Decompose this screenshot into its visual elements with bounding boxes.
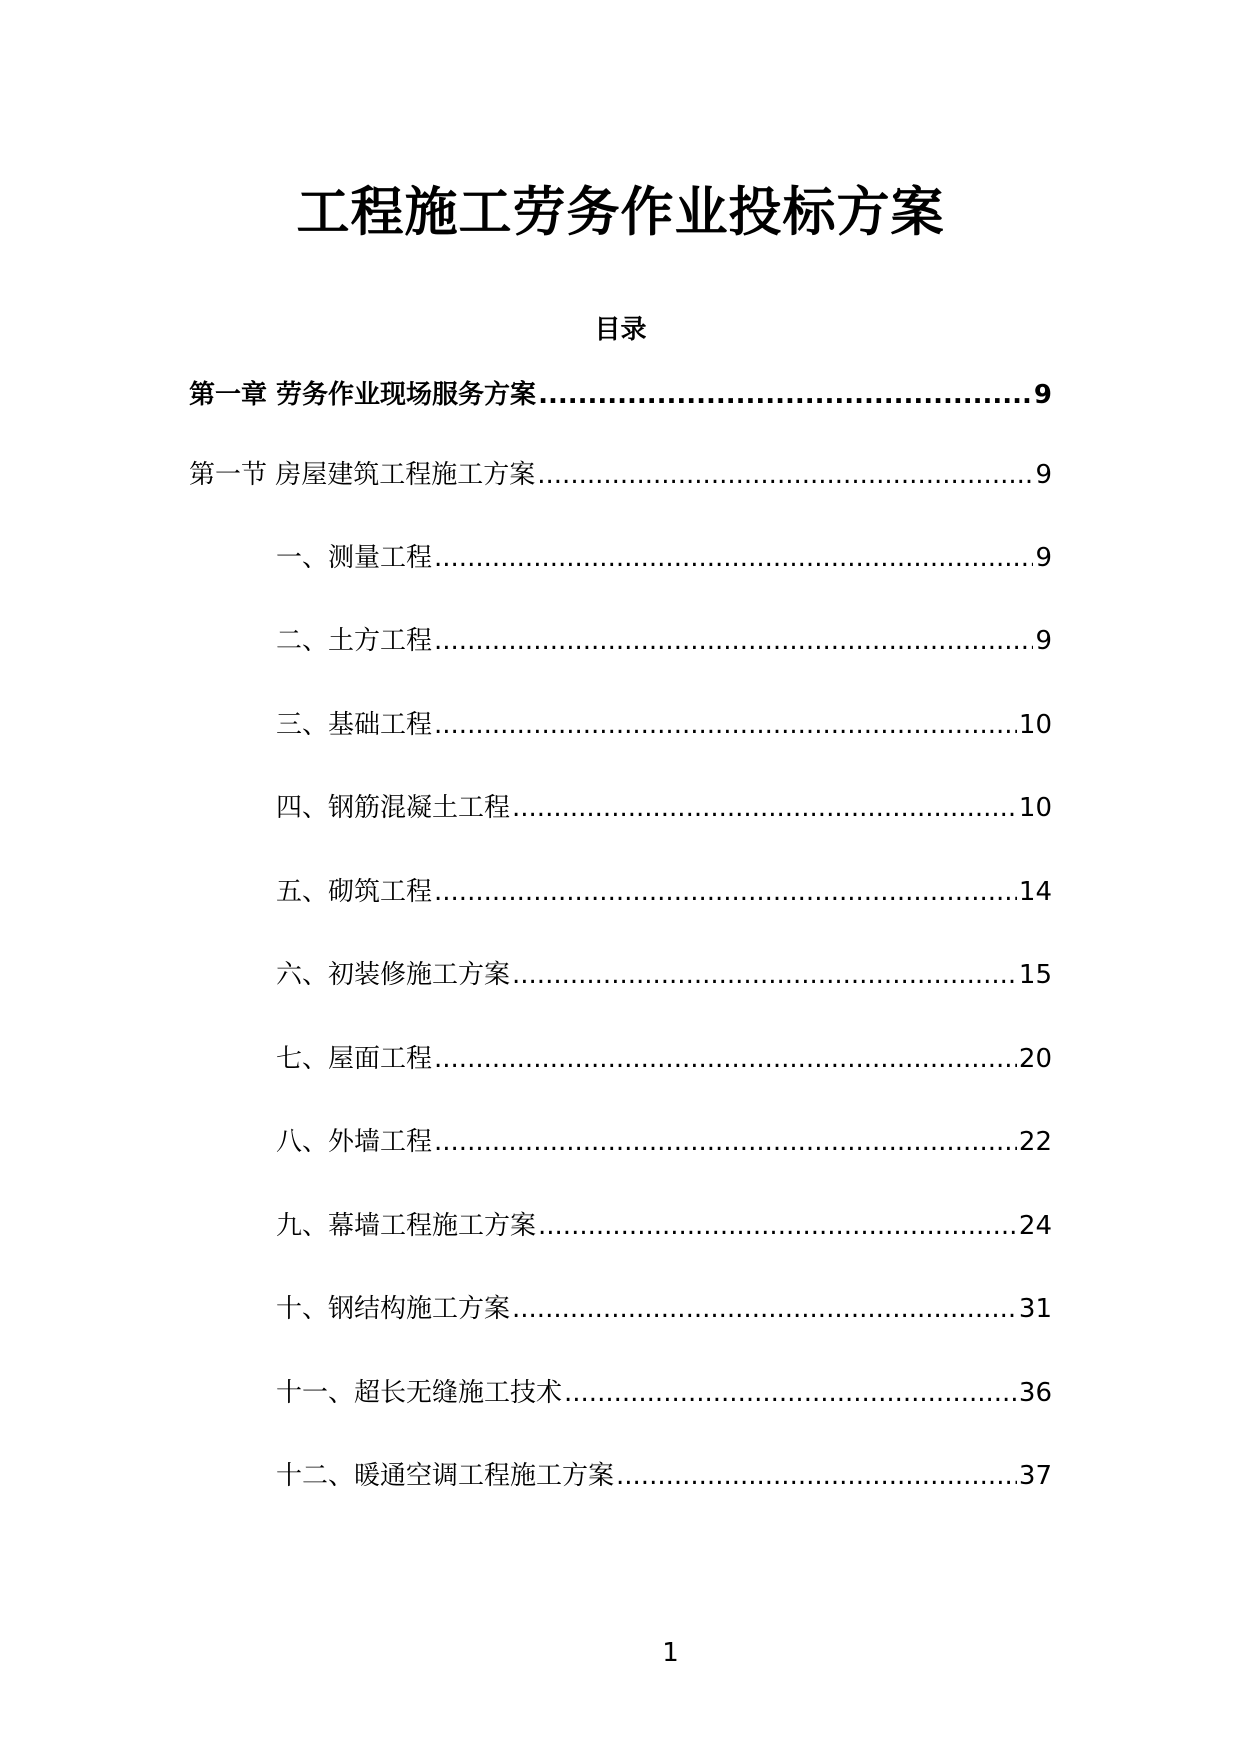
toc-entry-item[interactable] bbox=[276, 872, 1052, 912]
toc-entry-label: 九、幕墙工程施工方案 bbox=[276, 1211, 537, 1241]
toc-entry-label: 八、外墙工程 bbox=[276, 1127, 433, 1157]
toc-entry-section-1[interactable] bbox=[189, 455, 1052, 495]
toc-leader-dots bbox=[538, 375, 1032, 415]
toc-heading: 目录 bbox=[594, 315, 647, 345]
toc-leader-dots bbox=[564, 1373, 1017, 1413]
toc-entry-page: 9 bbox=[1035, 543, 1052, 573]
toc-leader-dots bbox=[434, 1039, 1017, 1079]
page-number: 1 bbox=[662, 1638, 679, 1668]
toc-entry-page: 36 bbox=[1018, 1378, 1052, 1408]
toc-entry-label: 十一、超长无缝施工技术 bbox=[276, 1378, 563, 1408]
toc-entry-item[interactable] bbox=[276, 621, 1052, 661]
toc-entry-page: 10 bbox=[1018, 710, 1052, 740]
toc-entry-item[interactable] bbox=[276, 955, 1052, 995]
toc-entry-label: 三、基础工程 bbox=[276, 710, 433, 740]
toc-entry-label: 七、屋面工程 bbox=[276, 1044, 433, 1074]
toc-leader-dots bbox=[434, 705, 1017, 745]
document-title: 工程施工劳务作业投标方案 bbox=[296, 182, 945, 243]
toc-entry-page: 9 bbox=[1033, 380, 1052, 410]
toc-leader-dots bbox=[537, 455, 1033, 495]
toc-entry-item[interactable] bbox=[276, 1373, 1052, 1413]
toc-leader-dots bbox=[616, 1456, 1017, 1496]
toc-leader-dots bbox=[434, 1122, 1017, 1162]
toc-entry-item[interactable] bbox=[276, 1206, 1052, 1246]
toc-entry-page: 9 bbox=[1035, 460, 1052, 490]
toc-entry-page: 22 bbox=[1018, 1127, 1052, 1157]
toc-entry-page: 37 bbox=[1018, 1461, 1052, 1491]
toc-entry-item[interactable] bbox=[276, 1122, 1052, 1162]
toc-leader-dots bbox=[434, 621, 1033, 661]
toc-entry-item[interactable] bbox=[276, 788, 1052, 828]
toc-entry-label: 十、钢结构施工方案 bbox=[276, 1294, 511, 1324]
toc-entry-page: 10 bbox=[1018, 793, 1052, 823]
toc-entry-label: 六、初装修施工方案 bbox=[276, 960, 511, 990]
toc-entry-chapter-1[interactable] bbox=[189, 375, 1052, 415]
toc-entry-item[interactable] bbox=[276, 1289, 1052, 1329]
toc-leader-dots bbox=[512, 1289, 1017, 1329]
toc-entry-item[interactable] bbox=[276, 538, 1052, 578]
toc-leader-dots bbox=[434, 872, 1017, 912]
toc-entry-label: 第一节 房屋建筑工程施工方案 bbox=[189, 460, 536, 490]
toc-leader-dots bbox=[512, 788, 1017, 828]
toc-leader-dots bbox=[434, 538, 1033, 578]
toc-entry-page: 9 bbox=[1035, 626, 1052, 656]
toc-entry-page: 31 bbox=[1018, 1294, 1052, 1324]
toc-entry-item[interactable] bbox=[276, 1039, 1052, 1079]
toc-entry-label: 一、测量工程 bbox=[276, 543, 433, 573]
toc-entry-label: 四、钢筋混凝土工程 bbox=[276, 793, 511, 823]
toc-entry-label: 二、土方工程 bbox=[276, 626, 433, 656]
toc-entry-page: 15 bbox=[1018, 960, 1052, 990]
toc-leader-dots bbox=[538, 1206, 1017, 1246]
toc-entry-label: 五、砌筑工程 bbox=[276, 877, 433, 907]
toc-entry-label: 第一章 劳务作业现场服务方案 bbox=[189, 380, 537, 410]
toc-leader-dots bbox=[512, 955, 1017, 995]
toc-entry-page: 14 bbox=[1018, 877, 1052, 907]
toc-entry-label: 十二、暖通空调工程施工方案 bbox=[276, 1461, 615, 1491]
toc-entry-page: 20 bbox=[1018, 1044, 1052, 1074]
toc-entry-page: 24 bbox=[1018, 1211, 1052, 1241]
toc-entry-item[interactable] bbox=[276, 1456, 1052, 1496]
toc-entry-item[interactable] bbox=[276, 705, 1052, 745]
